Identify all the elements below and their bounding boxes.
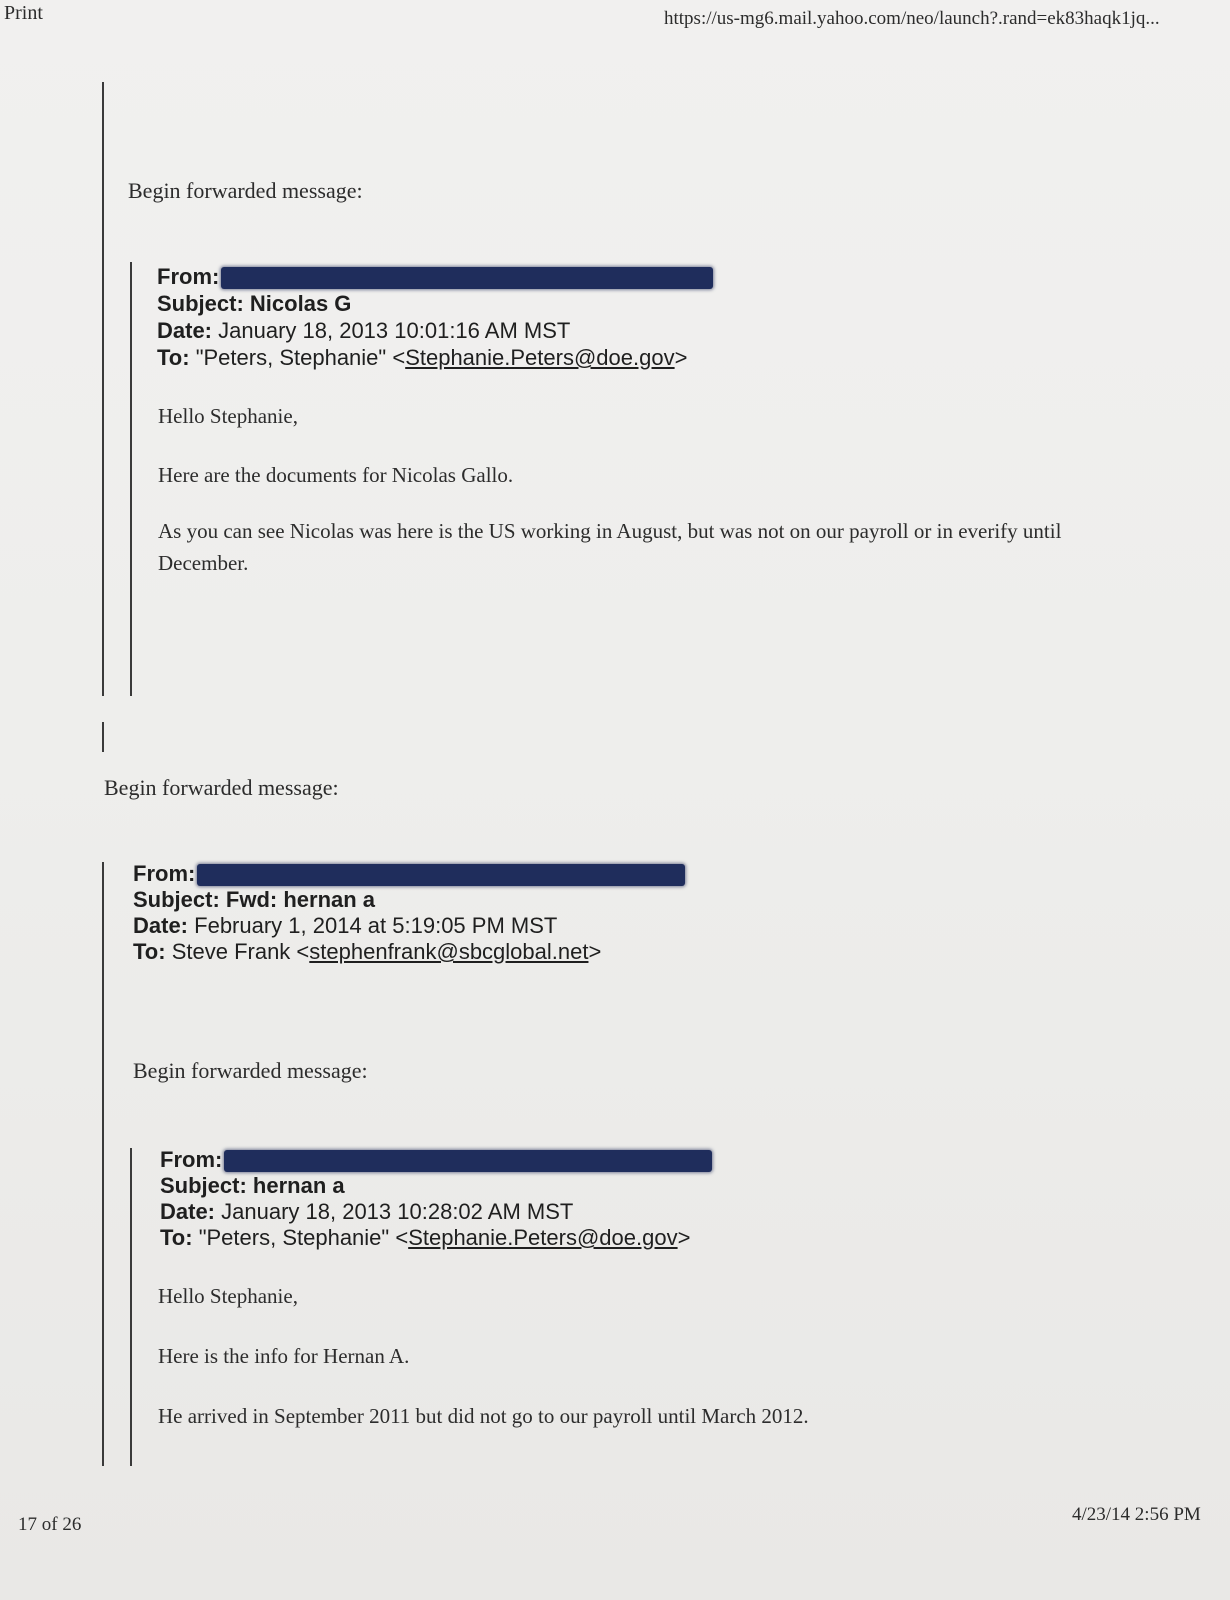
to-close: >	[588, 939, 602, 964]
subject-value: Fwd: hernan a	[225, 887, 376, 912]
forward-label: Begin forwarded message:	[133, 1058, 368, 1083]
email-paragraph: Here are the documents for Nicolas Gallo.	[158, 463, 514, 487]
redaction-mark	[221, 267, 713, 289]
email-link[interactable]: Stephanie.Peters@doe.gov	[405, 345, 675, 370]
to-label: To:	[157, 345, 190, 370]
from-label: From:	[133, 861, 196, 886]
subject-label: Subject:	[160, 1173, 247, 1198]
subject-label: Subject:	[157, 291, 244, 316]
email-from	[160, 1146, 712, 1173]
date-label: Date:	[133, 913, 189, 938]
to-name: "Peters, Stephanie" <	[195, 345, 406, 370]
from-label: From:	[157, 264, 220, 289]
email-paragraph: As you can see Nicolas was here is the US working in August, but was not on our payroll or in everify until December.	[158, 519, 1062, 575]
email-greeting: Hello Stephanie,	[158, 404, 298, 428]
quote-bar-email3	[130, 1148, 132, 1466]
email-paragraph: He arrived in September 2011 but did not go to our payroll until March 2012.	[158, 1404, 809, 1428]
email-link[interactable]: stephenfrank@sbcglobal.net	[309, 939, 589, 964]
to-name: Steve Frank <	[171, 939, 310, 964]
email-date	[133, 912, 557, 939]
subject-label: Subject:	[133, 887, 220, 912]
quote-bar-outer	[102, 82, 104, 696]
to-name: "Peters, Stephanie" <	[198, 1225, 409, 1250]
page-number: 17 of 26	[18, 1514, 82, 1535]
email-from	[157, 263, 713, 290]
to-label: To:	[160, 1225, 193, 1250]
forward-label: Begin forwarded message:	[128, 178, 363, 203]
email-subject	[133, 886, 375, 913]
date-label: Date:	[157, 318, 213, 343]
date-value: January 18, 2013 10:28:02 AM MST	[221, 1199, 574, 1224]
email-date	[160, 1198, 573, 1225]
quote-bar-inner	[130, 262, 132, 696]
email-paragraph: Here is the info for Hernan A.	[158, 1344, 410, 1368]
page-url: https://us-mg6.mail.yahoo.com/neo/launch?.rand=ek83haqk1jq...	[664, 8, 1160, 29]
email-to	[133, 938, 601, 965]
email-link[interactable]: Stephanie.Peters@doe.gov	[408, 1225, 678, 1250]
redaction-mark	[224, 1150, 712, 1172]
from-label: From:	[160, 1147, 223, 1172]
print-label: Print	[4, 2, 43, 24]
date-label: Date:	[160, 1199, 216, 1224]
quote-bar-fragment	[102, 722, 104, 752]
email-to	[157, 344, 687, 371]
forward-label: Begin forwarded message:	[104, 775, 339, 800]
to-label: To:	[133, 939, 166, 964]
email-subject	[160, 1172, 345, 1199]
subject-value: Nicolas G	[249, 291, 352, 316]
email-to	[160, 1224, 690, 1251]
date-value: February 1, 2014 at 5:19:05 PM MST	[194, 913, 558, 938]
email-from	[133, 860, 685, 887]
subject-value: hernan a	[252, 1173, 345, 1198]
to-close: >	[674, 345, 688, 370]
redaction-mark	[197, 864, 685, 886]
email-greeting: Hello Stephanie,	[158, 1284, 298, 1308]
email-subject	[157, 290, 351, 317]
email-date	[157, 317, 570, 344]
quote-bar-email2	[102, 862, 104, 1466]
print-timestamp: 4/23/14 2:56 PM	[1072, 1504, 1201, 1525]
to-close: >	[677, 1225, 691, 1250]
date-value: January 18, 2013 10:01:16 AM MST	[218, 318, 571, 343]
